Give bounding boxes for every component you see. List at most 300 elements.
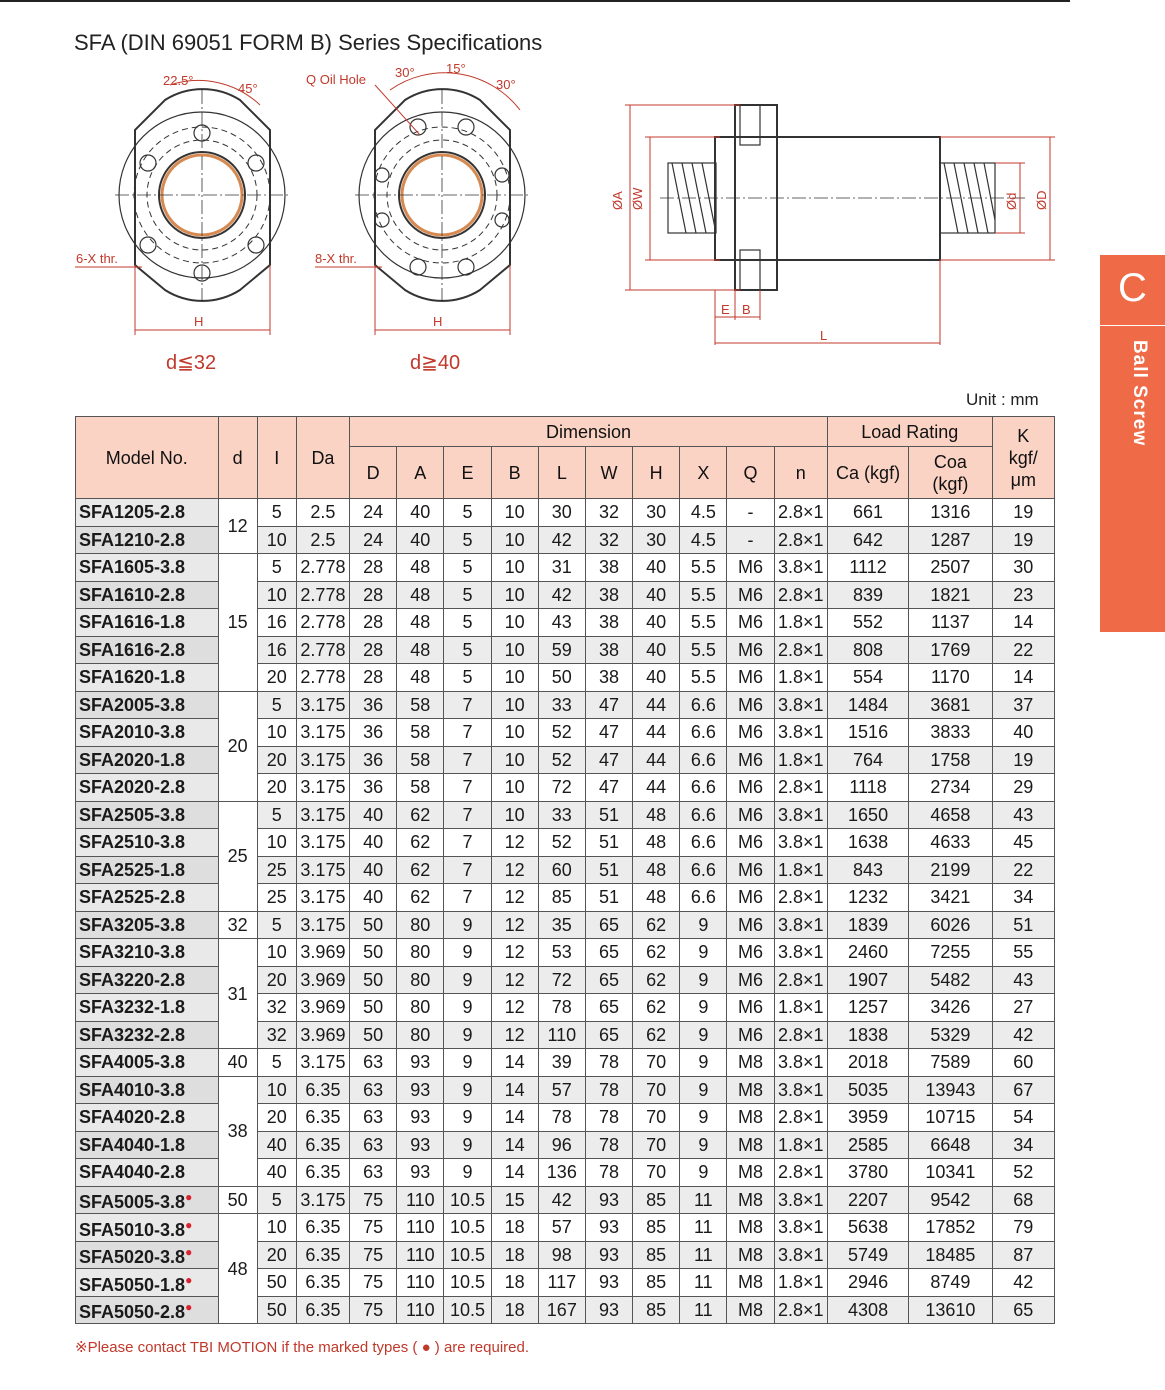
cell-B: 10 [491,499,538,527]
diameter-cell: 48 [218,1214,257,1324]
header-dimension: Dimension [350,417,828,447]
cell-H: 44 [633,746,680,774]
cell-B: 18 [491,1296,538,1324]
cell-coa: 5329 [909,1021,992,1049]
flange-view-small [75,73,290,335]
cell-A: 48 [397,636,444,664]
cell-ca: 3959 [827,1104,908,1132]
cell-coa: 3421 [909,884,992,912]
cell-W: 38 [585,664,632,692]
cell-Q: M6 [727,1021,774,1049]
cell-l: 5 [257,691,296,719]
cell-B: 10 [491,581,538,609]
model-cell: SFA4010-3.8 [76,1076,219,1104]
table-row [76,1076,1055,1104]
cell-k: 19 [992,746,1054,774]
cell-n: 2.8×1 [774,526,827,554]
marked-dot-icon: ● [185,1190,193,1205]
cell-k: 52 [992,1159,1054,1187]
cell-Q: M6 [727,994,774,1022]
specifications-table [75,416,1055,1324]
cell-da: 3.175 [296,691,349,719]
cell-n: 2.8×1 [774,1104,827,1132]
cell-B: 14 [491,1104,538,1132]
cell-coa: 1287 [909,526,992,554]
cell-E: 9 [444,1076,491,1104]
cell-B: 14 [491,1159,538,1187]
cell-W: 51 [585,884,632,912]
cell-l: 50 [257,1269,296,1297]
cell-l: 10 [257,719,296,747]
table-row [76,499,1055,527]
header-k: K kgf/ μm [992,417,1054,499]
table-row [76,801,1055,829]
cell-B: 14 [491,1076,538,1104]
cell-B: 12 [491,939,538,967]
cell-n: 2.8×1 [774,1296,827,1324]
cell-W: 51 [585,801,632,829]
cell-coa: 18485 [909,1241,992,1269]
cell-da: 3.175 [296,1049,349,1077]
cell-H: 30 [633,499,680,527]
cell-D: 24 [350,526,397,554]
cell-l: 5 [257,1186,296,1214]
model-cell: SFA4005-3.8 [76,1049,219,1077]
cell-B: 14 [491,1131,538,1159]
cell-X: 6.6 [680,719,727,747]
cell-W: 38 [585,581,632,609]
cell-H: 62 [633,939,680,967]
cell-ca: 2207 [827,1186,908,1214]
cell-da: 2.778 [296,636,349,664]
cell-D: 36 [350,746,397,774]
cell-coa: 6026 [909,911,992,939]
model-cell: SFA2525-1.8 [76,856,219,884]
cell-L: 42 [538,581,585,609]
cell-da: 6.35 [296,1296,349,1324]
cell-L: 31 [538,554,585,582]
cell-L: 60 [538,856,585,884]
cell-W: 32 [585,526,632,554]
cell-k: 23 [992,581,1054,609]
cell-B: 18 [491,1214,538,1242]
cell-k: 43 [992,966,1054,994]
cell-L: 52 [538,829,585,857]
cell-k: 43 [992,801,1054,829]
cell-k: 42 [992,1021,1054,1049]
cell-n: 2.8×1 [774,774,827,802]
cell-A: 62 [397,801,444,829]
cell-X: 6.6 [680,829,727,857]
cell-l: 10 [257,939,296,967]
cell-A: 62 [397,829,444,857]
model-cell: SFA4020-2.8 [76,1104,219,1132]
cell-E: 10.5 [444,1214,491,1242]
cell-L: 72 [538,966,585,994]
cell-H: 48 [633,856,680,884]
cell-k: 22 [992,856,1054,884]
model-cell: SFA1205-2.8 [76,499,219,527]
cell-E: 10.5 [444,1186,491,1214]
cell-H: 44 [633,719,680,747]
page-title: SFA (DIN 69051 FORM B) Series Specifications [74,30,543,55]
cell-X: 11 [680,1269,727,1297]
cell-coa: 17852 [909,1214,992,1242]
cell-H: 48 [633,801,680,829]
cell-da: 3.969 [296,994,349,1022]
cell-W: 78 [585,1104,632,1132]
angle-label: 30° [395,65,415,80]
cell-coa: 8749 [909,1269,992,1297]
cell-D: 63 [350,1104,397,1132]
cell-n: 1.8×1 [774,1269,827,1297]
cell-B: 10 [491,554,538,582]
cell-D: 36 [350,691,397,719]
cell-D: 63 [350,1131,397,1159]
cell-coa: 13943 [909,1076,992,1104]
cell-W: 51 [585,856,632,884]
oil-hole-label: Q Oil Hole [306,72,366,87]
cell-A: 93 [397,1104,444,1132]
header-Q: Q [727,447,774,499]
cell-E: 5 [444,526,491,554]
cell-k: 29 [992,774,1054,802]
model-cell: SFA1620-1.8 [76,664,219,692]
cell-ca: 2946 [827,1269,908,1297]
cell-E: 9 [444,1104,491,1132]
dim-b-label: B [742,302,751,317]
cell-D: 75 [350,1214,397,1242]
cell-l: 10 [257,829,296,857]
cell-A: 62 [397,884,444,912]
cell-ca: 1232 [827,884,908,912]
cell-H: 44 [633,774,680,802]
cell-coa: 3426 [909,994,992,1022]
cell-k: 67 [992,1076,1054,1104]
model-cell: SFA2020-2.8 [76,774,219,802]
cell-W: 93 [585,1214,632,1242]
model-cell: SFA3205-3.8 [76,911,219,939]
dim-D-label: ØD [1034,190,1049,210]
cell-B: 10 [491,526,538,554]
cell-H: 70 [633,1049,680,1077]
technical-drawings [60,55,1070,385]
cell-ca: 552 [827,609,908,637]
cell-A: 48 [397,664,444,692]
cell-D: 50 [350,1021,397,1049]
diameter-cell: 31 [218,939,257,1049]
cell-l: 40 [257,1131,296,1159]
cell-k: 19 [992,526,1054,554]
table-header [76,417,1055,499]
cell-k: 34 [992,884,1054,912]
cell-ca: 839 [827,581,908,609]
cell-B: 12 [491,911,538,939]
cell-ca: 4308 [827,1296,908,1324]
header-model: Model No. [76,417,219,499]
cell-coa: 5482 [909,966,992,994]
cell-l: 32 [257,1021,296,1049]
cell-L: 78 [538,1104,585,1132]
cell-n: 1.8×1 [774,856,827,884]
cell-W: 47 [585,719,632,747]
cell-H: 62 [633,994,680,1022]
cell-k: 30 [992,554,1054,582]
cell-B: 10 [491,691,538,719]
cell-l: 10 [257,1214,296,1242]
cell-A: 110 [397,1214,444,1242]
cell-ca: 843 [827,856,908,884]
cell-l: 25 [257,884,296,912]
cell-da: 3.175 [296,719,349,747]
cell-ca: 1112 [827,554,908,582]
cell-Q: - [727,499,774,527]
cell-k: 22 [992,636,1054,664]
cell-E: 9 [444,1131,491,1159]
cell-ca: 642 [827,526,908,554]
cell-da: 3.175 [296,774,349,802]
cell-A: 93 [397,1049,444,1077]
cell-X: 9 [680,1076,727,1104]
cell-X: 5.5 [680,581,727,609]
dim-l-label: L [820,328,828,343]
cell-ca: 764 [827,746,908,774]
cell-da: 3.175 [296,911,349,939]
cell-D: 75 [350,1269,397,1297]
cell-k: 14 [992,664,1054,692]
cell-X: 11 [680,1296,727,1324]
cell-Q: M8 [727,1131,774,1159]
header-A: A [397,447,444,499]
cell-D: 63 [350,1076,397,1104]
cell-l: 50 [257,1296,296,1324]
cell-D: 50 [350,939,397,967]
cell-E: 7 [444,801,491,829]
cell-n: 1.8×1 [774,746,827,774]
header-d: d [218,417,257,499]
cell-D: 28 [350,664,397,692]
cell-n: 3.8×1 [774,801,827,829]
cell-L: 59 [538,636,585,664]
cell-E: 7 [444,829,491,857]
cell-k: 19 [992,499,1054,527]
cell-D: 36 [350,719,397,747]
cell-X: 6.6 [680,856,727,884]
cell-Q: M8 [727,1269,774,1297]
cell-n: 3.8×1 [774,1214,827,1242]
cell-B: 10 [491,719,538,747]
cell-H: 85 [633,1296,680,1324]
cell-E: 10.5 [444,1269,491,1297]
cell-X: 4.5 [680,499,727,527]
diameter-cell: 20 [218,691,257,801]
cell-D: 75 [350,1241,397,1269]
cell-Q: M6 [727,691,774,719]
cell-n: 3.8×1 [774,554,827,582]
cell-A: 80 [397,966,444,994]
cell-ca: 1257 [827,994,908,1022]
dim-a-label: ØA [610,191,625,210]
cell-da: 2.778 [296,609,349,637]
cell-H: 62 [633,966,680,994]
cell-H: 85 [633,1186,680,1214]
cell-Q: M8 [727,1241,774,1269]
cell-E: 9 [444,1021,491,1049]
cell-k: 45 [992,829,1054,857]
cell-E: 9 [444,1159,491,1187]
cell-da: 6.35 [296,1104,349,1132]
cell-W: 78 [585,1049,632,1077]
cell-Q: M8 [727,1186,774,1214]
cell-E: 7 [444,719,491,747]
cell-B: 12 [491,856,538,884]
cell-X: 6.6 [680,774,727,802]
dim-w-label: ØW [630,187,645,210]
cell-W: 65 [585,1021,632,1049]
cell-H: 40 [633,636,680,664]
cell-k: 60 [992,1049,1054,1077]
cell-coa: 1170 [909,664,992,692]
cell-ca: 1484 [827,691,908,719]
cell-l: 16 [257,609,296,637]
cell-X: 5.5 [680,664,727,692]
cell-Q: M8 [727,1159,774,1187]
model-cell: SFA3210-3.8 [76,939,219,967]
table-row [76,911,1055,939]
cell-E: 5 [444,554,491,582]
cell-W: 65 [585,966,632,994]
cell-da: 3.175 [296,884,349,912]
cell-da: 3.175 [296,829,349,857]
cell-W: 51 [585,829,632,857]
cell-B: 10 [491,774,538,802]
cell-Q: M6 [727,801,774,829]
cell-D: 24 [350,499,397,527]
cell-da: 3.175 [296,1186,349,1214]
cell-da: 6.35 [296,1241,349,1269]
cell-A: 58 [397,746,444,774]
cell-k: 37 [992,691,1054,719]
caption-small: d≦32 [166,352,217,374]
header-X: X [680,447,727,499]
model-cell: SFA1210-2.8 [76,526,219,554]
cell-l: 5 [257,801,296,829]
cell-A: 58 [397,719,444,747]
cell-ca: 808 [827,636,908,664]
angle-label: 22.5° [163,73,194,88]
cell-coa: 10341 [909,1159,992,1187]
cell-W: 65 [585,939,632,967]
cell-k: 55 [992,939,1054,967]
header-E: E [444,447,491,499]
cell-A: 58 [397,691,444,719]
cell-B: 12 [491,829,538,857]
marked-dot-icon: ● [185,1272,193,1287]
cell-l: 20 [257,746,296,774]
cell-L: 57 [538,1214,585,1242]
cell-ca: 5638 [827,1214,908,1242]
model-cell: SFA5050-2.8● [76,1296,219,1324]
cell-n: 2.8×1 [774,636,827,664]
cell-A: 48 [397,581,444,609]
header-coa: Coa (kgf) [909,447,992,499]
cell-X: 9 [680,1021,727,1049]
table-row [76,939,1055,967]
angle-label: 30° [496,77,516,92]
cell-L: 39 [538,1049,585,1077]
cell-D: 63 [350,1159,397,1187]
diameter-cell: 50 [218,1186,257,1214]
cell-l: 20 [257,774,296,802]
cell-n: 1.8×1 [774,609,827,637]
cell-l: 5 [257,499,296,527]
cell-da: 3.175 [296,746,349,774]
cell-H: 85 [633,1214,680,1242]
cell-L: 78 [538,994,585,1022]
diameter-cell: 12 [218,499,257,554]
cell-da: 6.35 [296,1159,349,1187]
cell-W: 47 [585,746,632,774]
header-n: n [774,447,827,499]
width-label: H [194,314,204,329]
cell-W: 78 [585,1076,632,1104]
cell-E: 7 [444,884,491,912]
cell-A: 93 [397,1131,444,1159]
cell-A: 48 [397,609,444,637]
cell-coa: 10715 [909,1104,992,1132]
cell-L: 110 [538,1021,585,1049]
cell-B: 12 [491,884,538,912]
cell-X: 11 [680,1186,727,1214]
cell-B: 10 [491,636,538,664]
cell-W: 93 [585,1241,632,1269]
cell-n: 2.8×1 [774,1159,827,1187]
cell-D: 50 [350,994,397,1022]
cell-X: 5.5 [680,554,727,582]
table-row [76,1186,1055,1214]
cell-n: 2.8×1 [774,966,827,994]
section-tab[interactable] [1100,255,1165,632]
cell-D: 40 [350,884,397,912]
cell-L: 117 [538,1269,585,1297]
cell-A: 80 [397,939,444,967]
cell-Q: M6 [727,554,774,582]
cell-A: 93 [397,1076,444,1104]
header-B: B [491,447,538,499]
cell-coa: 7255 [909,939,992,967]
cell-coa: 4658 [909,801,992,829]
cell-D: 28 [350,554,397,582]
dim-e-label: E [721,302,730,317]
cell-coa: 1137 [909,609,992,637]
cell-Q: M8 [727,1296,774,1324]
header-da: Da [296,417,349,499]
cell-L: 136 [538,1159,585,1187]
cell-W: 93 [585,1296,632,1324]
angle-label: 15° [446,61,466,76]
cell-Q: M6 [727,746,774,774]
cell-A: 40 [397,499,444,527]
thread-label: 8-X thr. [315,251,357,266]
cell-W: 78 [585,1159,632,1187]
cell-H: 48 [633,829,680,857]
cell-coa: 4633 [909,829,992,857]
cell-l: 5 [257,911,296,939]
table-row [76,1049,1055,1077]
cell-ca: 1118 [827,774,908,802]
cell-l: 10 [257,526,296,554]
model-cell: SFA2505-3.8 [76,801,219,829]
